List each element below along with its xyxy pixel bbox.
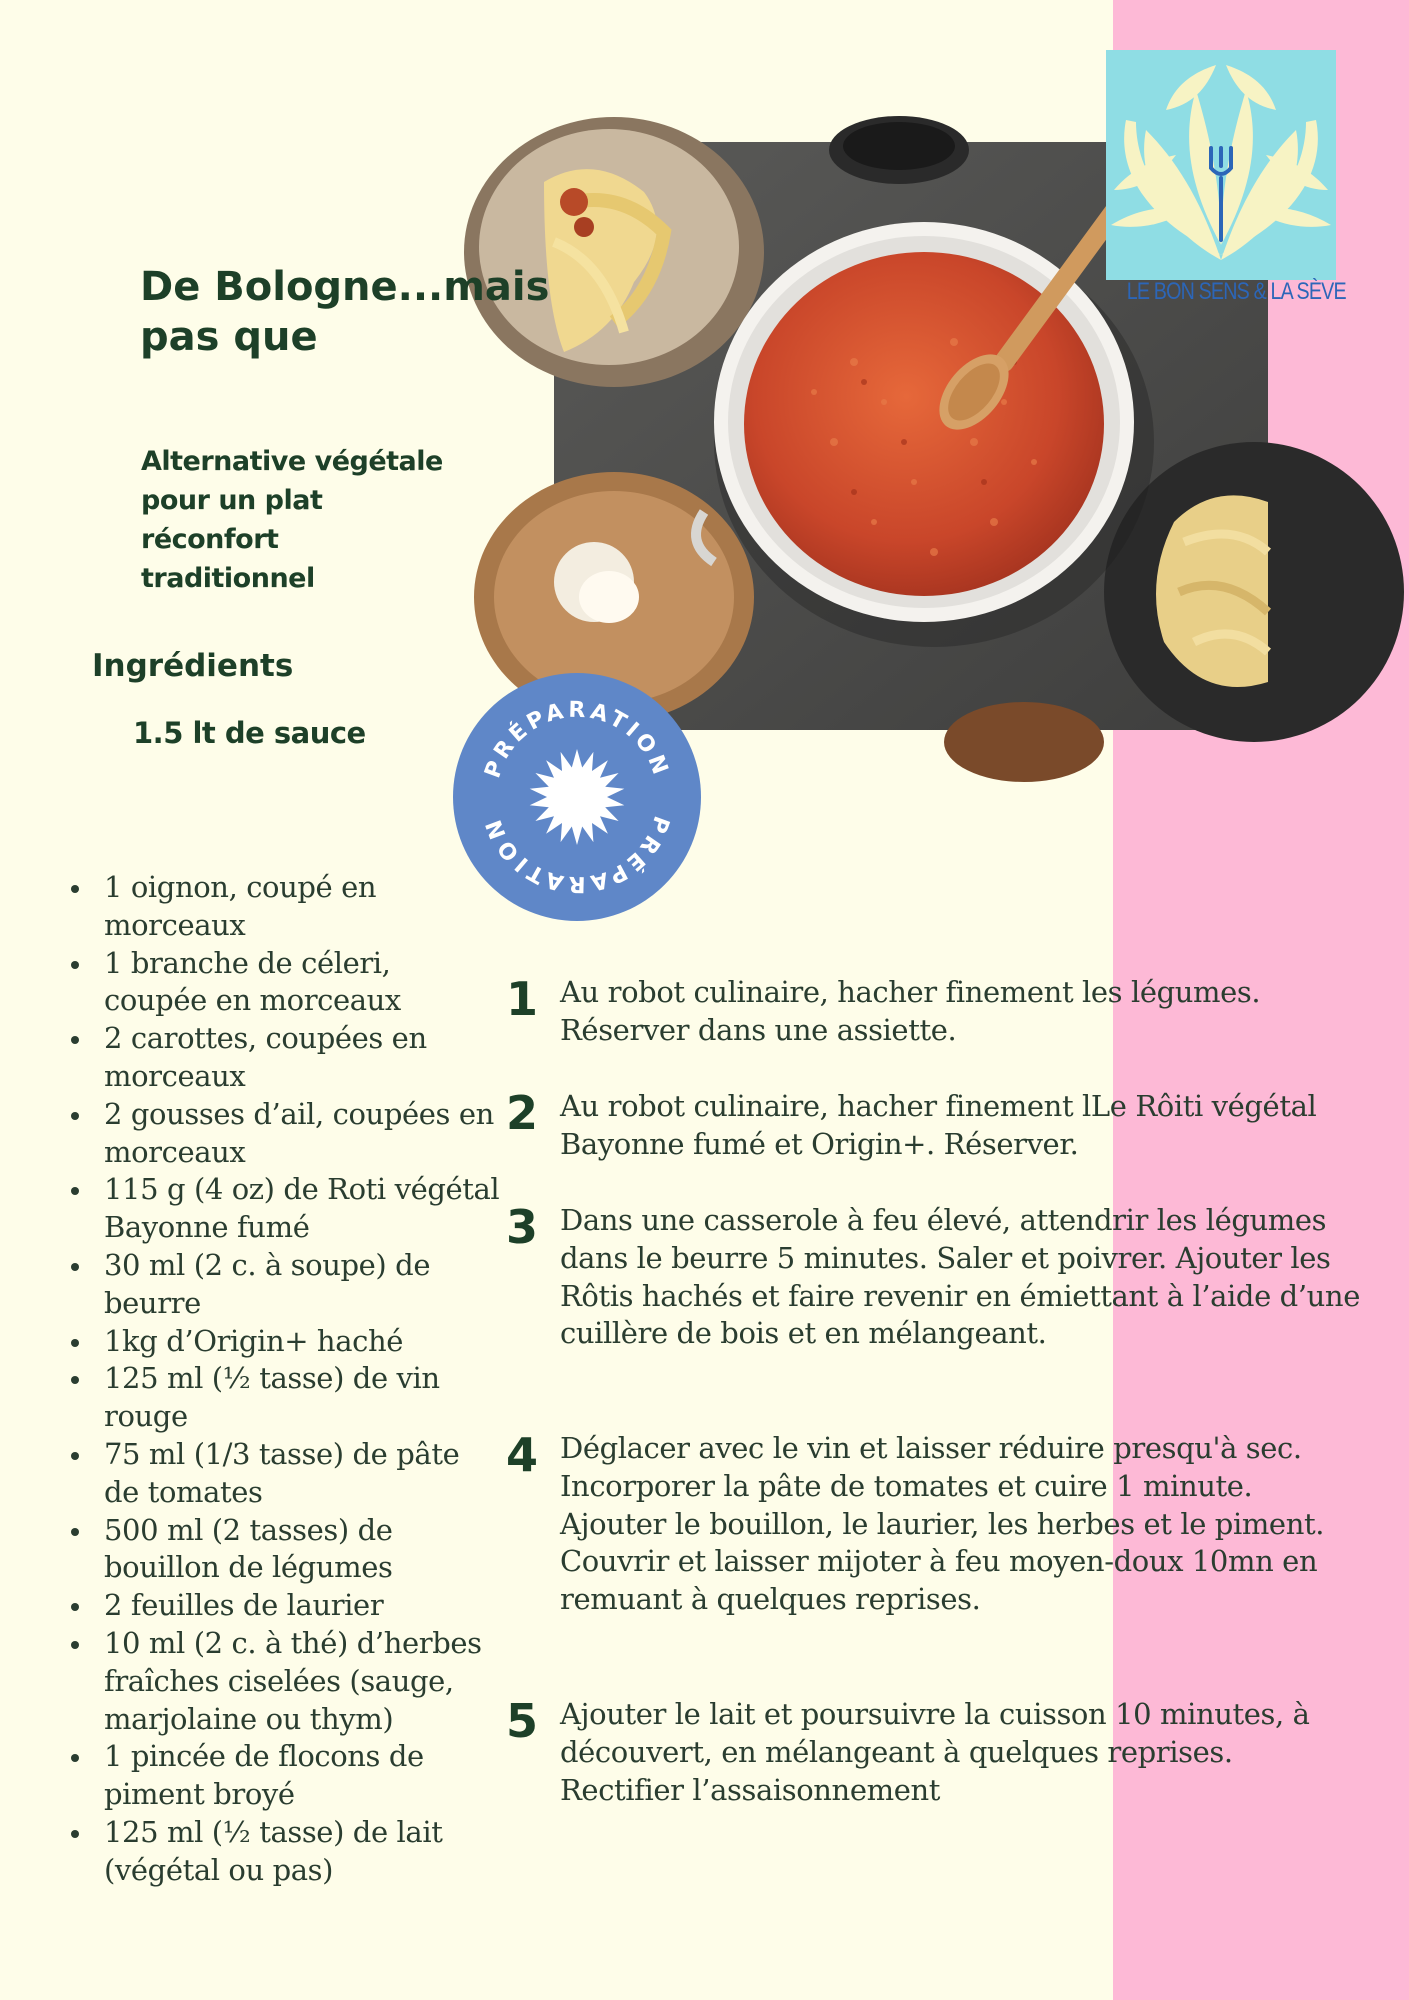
ingredient-item: 10 ml (2 c. à thé) d’herbes fraîches ciselées (sauge, marjolaine ou thym) (62, 1625, 502, 1738)
step-text: Au robot culinaire, hacher finement lLe Rôiti végétal Bayonne fumé et Origin+. Réserver. (560, 1089, 1317, 1161)
step-number: 3 (506, 1200, 539, 1254)
ingredient-item: 75 ml (1/3 tasse) de pâte de tomates (62, 1436, 502, 1512)
step-number: 5 (506, 1694, 539, 1748)
recipe-subtitle: Alternative végétale pour un plat réconfort traditionnel (141, 446, 443, 594)
ingredient-item: 115 g (4 oz) de Roti végétal Bayonne fumé (62, 1171, 502, 1247)
ingredient-item: 1kg d’Origin+ haché (62, 1323, 502, 1361)
brand-logo (1106, 50, 1346, 305)
recipe-title: De Bologne...mais pas que (140, 264, 550, 360)
badge-text-top: PRÉPARATION (480, 697, 674, 782)
ingredient-item: 1 oignon, coupé en morceaux (62, 869, 502, 945)
ingredient-item: 125 ml (½ tasse) de vin rouge (62, 1360, 502, 1436)
step-text: Ajouter le lait et poursuivre la cuisson 10 minutes, à découvert, en mélangeant à quelques reprises. Rectifier l’assaisonnement (560, 1697, 1310, 1807)
ingredients-heading: Ingrédients (92, 648, 294, 684)
ingredient-item: 1 pincée de flocons de piment broyé (62, 1738, 502, 1814)
brand-logo-text: LE BON SENS & LA SÈVE (1126, 278, 1346, 305)
ingredient-item: 125 ml (½ tasse) de lait (végétal ou pas) (62, 1814, 502, 1890)
recipe-yield: 1.5 lt de sauce (133, 716, 366, 750)
step-text: Dans une casserole à feu élevé, attendrir les légumes dans le beurre 5 minutes. Saler et poivrer. Ajouter les Rôtis hachés et faire revenir en émiettant à l’aide d’une cuillère de bois et en mélangeant. (560, 1203, 1360, 1351)
ingredient-item: 2 gousses d’ail, coupées en morceaux (62, 1096, 502, 1172)
ingredient-item: 1 branche de céleri, coupée en morceaux (62, 945, 502, 1021)
step-text: Au robot culinaire, hacher finement les légumes. Réserver dans une assiette. (560, 975, 1261, 1047)
ingredient-item: 2 feuilles de laurier (62, 1587, 502, 1625)
step-number: 1 (506, 972, 539, 1026)
step-number: 2 (506, 1086, 539, 1140)
ingredient-item: 500 ml (2 tasses) de bouillon de légumes (62, 1512, 502, 1588)
badge-text-bottom: PRÉPARATION (480, 812, 674, 897)
ingredient-item: 2 carottes, coupées en morceaux (62, 1020, 502, 1096)
ingredient-item: 30 ml (2 c. à soupe) de beurre (62, 1247, 502, 1323)
ingredients-list (62, 869, 502, 1890)
step-text: Déglacer avec le vin et laisser réduire presqu'à sec. Incorporer la pâte de tomates et cuire 1 minute. Ajouter le bouillon, le laurier, les herbes et le piment. Couvrir et laisser mijoter à feu moyen-doux 10mn en remuant à quelques reprises. (560, 1431, 1325, 1617)
step-number: 4 (506, 1428, 539, 1482)
